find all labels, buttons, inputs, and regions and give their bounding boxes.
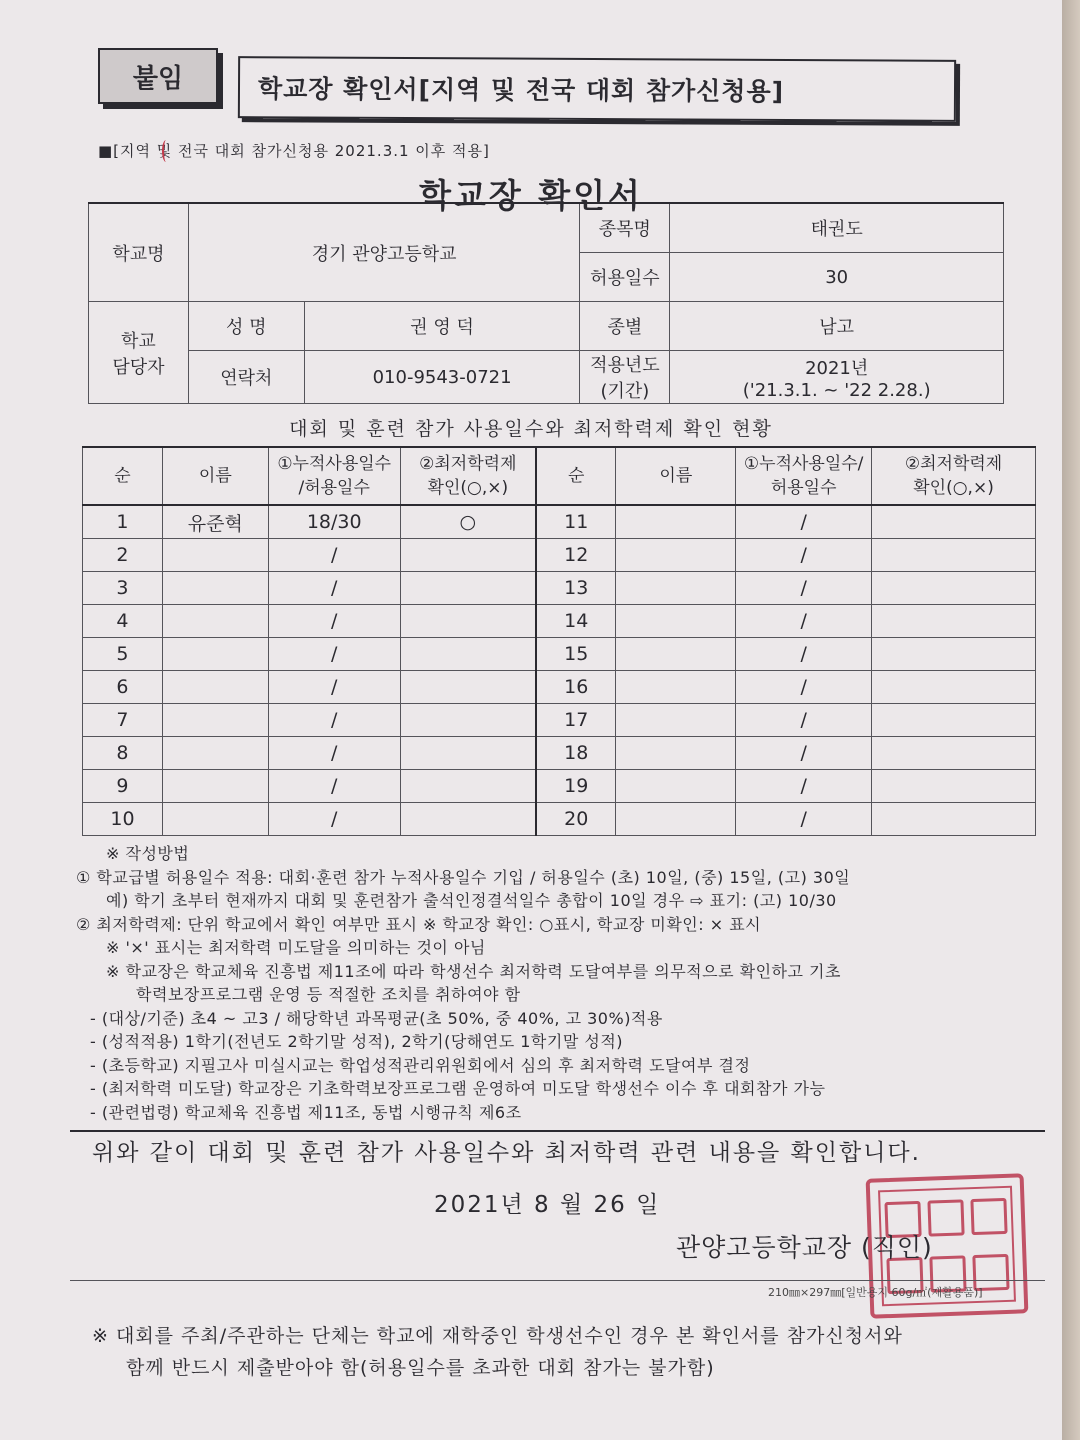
header-days-right-line-2: 허용일수 xyxy=(770,478,837,498)
row-check-right xyxy=(872,770,1036,803)
row-name-right xyxy=(616,704,736,737)
row-check-right xyxy=(872,671,1036,704)
year-value-line-2: ('21.3.1. ~ '22 2.28.) xyxy=(742,379,931,401)
row-check xyxy=(400,671,536,704)
row-days-right: / xyxy=(736,638,872,671)
row-name: 유준혁 xyxy=(162,505,268,539)
row-no: 2 xyxy=(83,539,163,572)
footer-line-1: ※ 대회를 주최/주관하는 단체는 학교에 재학중인 학생선수인 경우 본 확인서를 참가신청서와 xyxy=(92,1325,903,1347)
row-no: 6 xyxy=(83,671,163,704)
row-days: / xyxy=(268,539,400,572)
row-check xyxy=(400,572,536,605)
row-check-right xyxy=(872,704,1036,737)
table-body xyxy=(83,505,1036,836)
row-check-right xyxy=(872,638,1036,671)
row-name-right xyxy=(616,505,736,539)
row-days: / xyxy=(268,770,400,803)
row-name-right xyxy=(616,737,736,770)
row-check-right xyxy=(872,505,1036,539)
row-no: 9 xyxy=(83,770,163,803)
row-name xyxy=(162,539,268,572)
table-row xyxy=(83,505,1036,539)
table-row xyxy=(83,539,1036,572)
row-no-right: 15 xyxy=(536,638,616,671)
row-no-right: 11 xyxy=(536,505,616,539)
table-row xyxy=(83,770,1036,803)
sport-label: 종목명 xyxy=(580,203,670,253)
sport-value: 태권도 xyxy=(670,203,1004,253)
manager-label-line-1: 학교 xyxy=(121,330,156,352)
row-no-right: 16 xyxy=(536,671,616,704)
year-label-line-1: 적용년도 xyxy=(590,355,660,376)
school-value: 경기 관양고등학교 xyxy=(188,203,580,302)
attachment-badge: 붙임 xyxy=(98,48,218,104)
note-2-b: ※ 학교장은 학교체육 진흥법 제11조에 따라 학생선수 최저학력 도달여부를 의무적으로 확인하고 기초 xyxy=(106,961,841,981)
row-no-right: 17 xyxy=(536,704,616,737)
days-value: 30 xyxy=(670,253,1004,302)
year-value-line-1: 2021년 xyxy=(805,357,869,379)
row-name xyxy=(162,638,268,671)
apply-note: ■[지역 및 전국 대회 참가신청용 2021.3.1 이후 적용] xyxy=(98,142,490,160)
row-name xyxy=(162,770,268,803)
name-value: 권 영 덕 xyxy=(304,302,580,351)
header-check-line-1: ②최저학력제 xyxy=(419,454,517,474)
year-label xyxy=(580,351,670,404)
table-row xyxy=(83,704,1036,737)
instructions xyxy=(76,842,1046,1124)
manager-label-line-2: 담당자 xyxy=(112,356,165,378)
row-days: / xyxy=(268,704,400,737)
gender-value: 남고 xyxy=(670,302,1004,351)
row-days: / xyxy=(268,803,400,836)
header-check xyxy=(400,447,536,505)
row-no-right: 18 xyxy=(536,737,616,770)
header-check-right-line-2: 확인(○,×) xyxy=(913,478,994,498)
row-name-right xyxy=(616,605,736,638)
header-title: 학교장 확인서[지역 및 전국 대회 참가신청용] xyxy=(238,56,956,122)
note-1-example: 예) 학기 초부터 현재까지 대회 및 훈련참가 출석인정결석일수 총합이 10일 경우 ⇨ 표기: (고) 10/30 xyxy=(106,891,837,910)
note-1: ① 학교급별 허용일수 적용: 대회·훈련 참가 누적사용일수 기입 / 허용일수 (초) 10일, (중) 15일, (고) 30일 xyxy=(76,867,851,887)
row-name xyxy=(162,737,268,770)
note-2: ② 최저학력제: 단위 학교에서 확인 여부만 표시 ※ 학교장 확인: ○표시, 학교장 미확인: × 표시 xyxy=(76,914,762,934)
row-days-right: / xyxy=(736,737,872,770)
notes-heading: ※ 작성방법 xyxy=(106,844,190,863)
gender-label: 종별 xyxy=(580,302,670,351)
row-no: 1 xyxy=(83,505,163,539)
page-edge xyxy=(1062,0,1080,1440)
row-check xyxy=(400,605,536,638)
footer-note xyxy=(92,1320,1032,1384)
row-no: 8 xyxy=(83,737,163,770)
row-days-right: / xyxy=(736,770,872,803)
row-days: / xyxy=(268,737,400,770)
footer-line-2: 함께 반드시 제출받아야 함(허용일수를 초과한 대회 참가는 불가함) xyxy=(126,1357,715,1379)
row-name xyxy=(162,671,268,704)
row-days: / xyxy=(268,605,400,638)
table-row xyxy=(83,638,1036,671)
header-days-line-2: /허용일수 xyxy=(298,478,370,498)
row-days: 18/30 xyxy=(268,505,400,539)
divider-bottom xyxy=(70,1280,1045,1281)
table-row xyxy=(83,605,1036,638)
document-title: 학교장 확인서 xyxy=(419,176,643,215)
note-detail-4: - (최저학력 미도달) 학교장은 기초학력보장프로그램 운영하여 미도달 학생선수 이수 후 대회참가 가능 xyxy=(90,1079,826,1098)
school-label: 학교명 xyxy=(89,203,189,302)
row-name-right xyxy=(616,770,736,803)
note-detail-3: - (초등학교) 지필고사 미실시교는 학업성적관리위원회에서 심의 후 최저학력 도달여부 결정 xyxy=(90,1055,751,1075)
header-no: 순 xyxy=(83,447,163,505)
row-check-right xyxy=(872,605,1036,638)
row-no-right: 20 xyxy=(536,803,616,836)
table-row xyxy=(83,737,1036,770)
row-name xyxy=(162,803,268,836)
row-name-right xyxy=(616,803,736,836)
note-detail-2: - (성적적용) 1학기(전년도 2학기말 성적), 2학기(당해연도 1학기말 성적) xyxy=(90,1032,624,1051)
row-days-right: / xyxy=(736,605,872,638)
row-check xyxy=(400,737,536,770)
row-no: 3 xyxy=(83,572,163,605)
row-name xyxy=(162,605,268,638)
row-check-right xyxy=(872,737,1036,770)
table-row xyxy=(83,803,1036,836)
row-no-right: 12 xyxy=(536,539,616,572)
row-check-right xyxy=(872,803,1036,836)
row-days-right: / xyxy=(736,704,872,737)
row-no-right: 13 xyxy=(536,572,616,605)
table-row xyxy=(83,671,1036,704)
header-name: 이름 xyxy=(162,447,268,505)
row-days: / xyxy=(268,572,400,605)
issue-date: 2021년 8 월 26 일 xyxy=(434,1192,661,1218)
note-2-c: 학력보장프로그램 운영 등 적절한 조치를 취하여야 함 xyxy=(136,985,521,1004)
table-row xyxy=(83,572,1036,605)
divider-top xyxy=(70,1130,1045,1132)
row-no-right: 14 xyxy=(536,605,616,638)
contact-value: 010-9543-0721 xyxy=(304,351,580,404)
row-no: 7 xyxy=(83,704,163,737)
row-check xyxy=(400,638,536,671)
note-detail-1: - (대상/기준) 초4 ~ 고3 / 해당학년 과목평균(초 50%, 중 40%, 고 30%)적용 xyxy=(90,1008,663,1028)
signer: 관양고등학교장 (직인) xyxy=(676,1233,933,1262)
row-days: / xyxy=(268,638,400,671)
row-name-right xyxy=(616,638,736,671)
row-days-right: / xyxy=(736,671,872,704)
row-check-right xyxy=(872,539,1036,572)
row-days-right: / xyxy=(736,505,872,539)
contact-label: 연락처 xyxy=(188,351,304,404)
pen-mark xyxy=(162,140,170,162)
row-check xyxy=(400,539,536,572)
manager-label xyxy=(89,302,189,404)
header-days xyxy=(268,447,400,505)
header-no-right: 순 xyxy=(536,447,616,505)
paper-size: 210㎜×297㎜[일반용지 60g/㎡(재활용품)] xyxy=(768,1286,983,1299)
row-name xyxy=(162,704,268,737)
header-days-line-1: ①누적사용일수 xyxy=(277,454,392,474)
participants-table xyxy=(82,446,1036,836)
header-check-right xyxy=(872,447,1036,505)
row-no: 5 xyxy=(83,638,163,671)
table-header-row xyxy=(83,447,1036,505)
header-check-line-2: 확인(○,×) xyxy=(427,478,509,498)
row-check xyxy=(400,704,536,737)
row-no-right: 19 xyxy=(536,770,616,803)
row-name xyxy=(162,572,268,605)
row-days-right: / xyxy=(736,803,872,836)
days-label: 허용일수 xyxy=(580,253,670,302)
row-check: ○ xyxy=(400,505,536,539)
header-name-right: 이름 xyxy=(616,447,736,505)
header-days-right-line-1: ①누적사용일수/ xyxy=(743,454,864,474)
row-check xyxy=(400,770,536,803)
row-days: / xyxy=(268,671,400,704)
row-no: 10 xyxy=(83,803,163,836)
name-label: 성 명 xyxy=(188,302,304,351)
row-days-right: / xyxy=(736,572,872,605)
header-days-right xyxy=(736,447,872,505)
note-2-a: ※ '×' 표시는 최저학력 미도달을 의미하는 것이 아님 xyxy=(106,938,486,957)
header-check-right-line-1: ②최저학력제 xyxy=(904,454,1003,474)
row-name-right xyxy=(616,671,736,704)
year-value xyxy=(670,351,1004,404)
row-name-right xyxy=(616,539,736,572)
year-label-line-2: (기간) xyxy=(600,381,650,402)
row-days-right: / xyxy=(736,539,872,572)
row-name-right xyxy=(616,572,736,605)
info-table xyxy=(88,202,1004,404)
list-subtitle: 대회 및 훈련 참가 사용일수와 최저학력제 확인 현황 xyxy=(289,418,773,440)
row-no: 4 xyxy=(83,605,163,638)
row-check-right xyxy=(872,572,1036,605)
note-detail-5: - (관련법령) 학교체육 진흥법 제11조, 동법 시행규칙 제6조 xyxy=(90,1102,522,1122)
row-check xyxy=(400,803,536,836)
confirm-statement: 위와 같이 대회 및 훈련 참가 사용일수와 최저학력 관련 내용을 확인합니다. xyxy=(92,1140,921,1166)
